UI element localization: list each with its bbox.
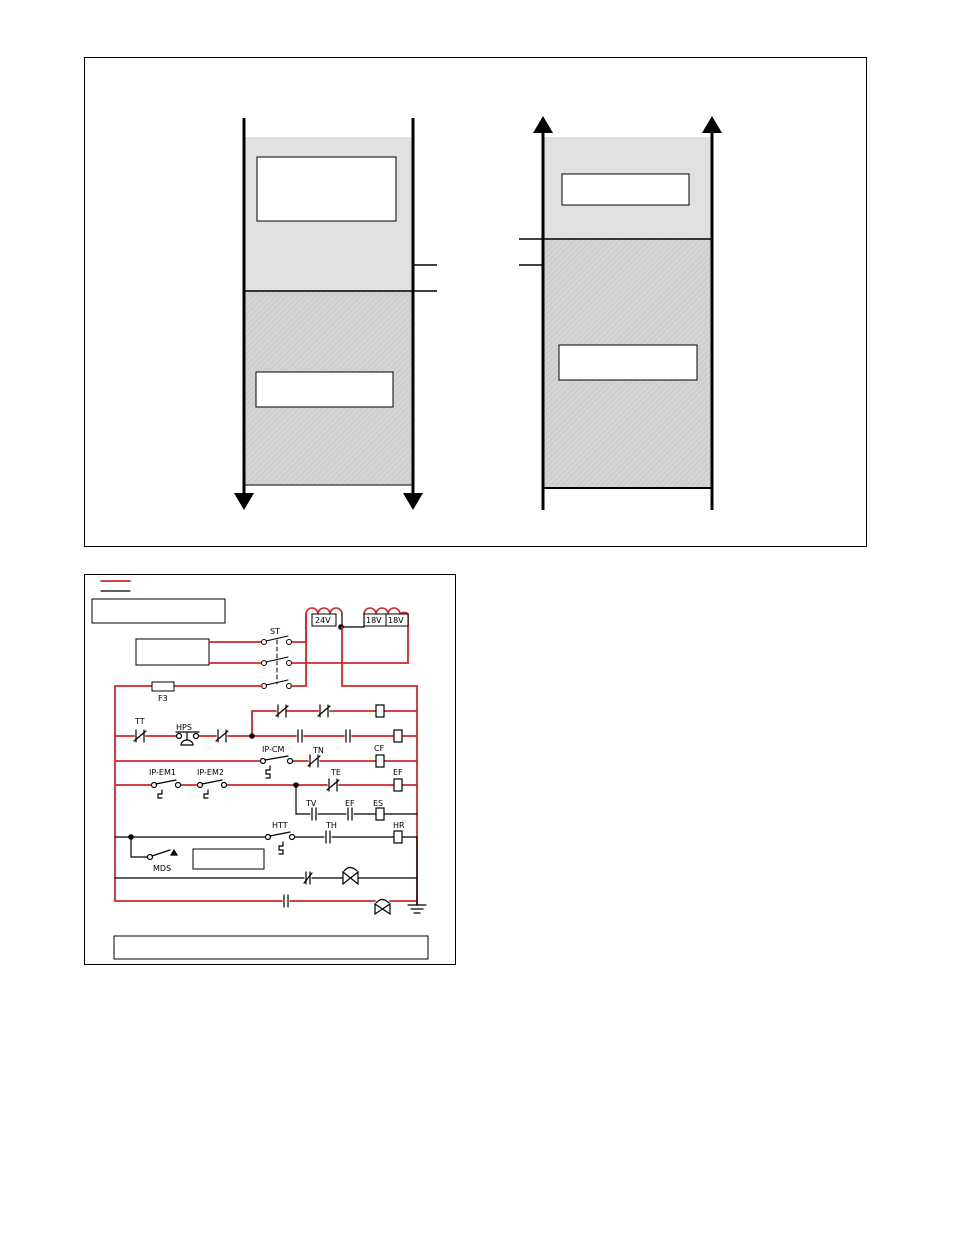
up-arrow-right (702, 116, 722, 133)
up-arrow-left (533, 116, 553, 133)
label-th: TH (326, 821, 337, 830)
right-lower-box (559, 345, 697, 380)
label-24v: 24V (315, 616, 331, 625)
power-source-box (136, 639, 209, 665)
label-tt: TT (135, 717, 145, 726)
label-htt: HTT (272, 821, 288, 830)
label-tn: TN (313, 746, 324, 755)
down-arrow-right (403, 493, 423, 510)
legend-title-box (92, 599, 225, 623)
label-ef-coil: EF (393, 768, 403, 777)
airflow-diagram (0, 0, 954, 560)
mds-box (193, 849, 264, 869)
label-18v-b: 18V (388, 616, 404, 625)
right-upper-box (562, 174, 689, 205)
label-hps: HPS (176, 723, 192, 732)
label-mds: MDS (153, 864, 172, 873)
label-ip-cm: IP-CM (262, 745, 285, 754)
fuse-f3 (152, 682, 174, 691)
right-duct (519, 116, 722, 510)
label-tv: TV (306, 799, 317, 808)
left-duct (234, 118, 437, 510)
label-18v-a: 18V (366, 616, 382, 625)
label-ip-em1: IP-EM1 (149, 768, 176, 777)
label-hr: HR (393, 821, 405, 830)
schematic-caption-box (114, 936, 428, 959)
label-st: ST (270, 627, 280, 636)
label-ip-em2: IP-EM2 (197, 768, 224, 777)
label-f3: F3 (158, 694, 168, 703)
left-lower-box (256, 372, 393, 407)
label-cf: CF (374, 744, 385, 753)
left-upper-box (257, 157, 396, 221)
label-es: ES (373, 799, 384, 808)
wiring-schematic (0, 560, 954, 980)
st-switch (262, 636, 292, 689)
label-te: TE (331, 768, 341, 777)
label-ef-contact: EF (345, 799, 355, 808)
down-arrow-left (234, 493, 254, 510)
